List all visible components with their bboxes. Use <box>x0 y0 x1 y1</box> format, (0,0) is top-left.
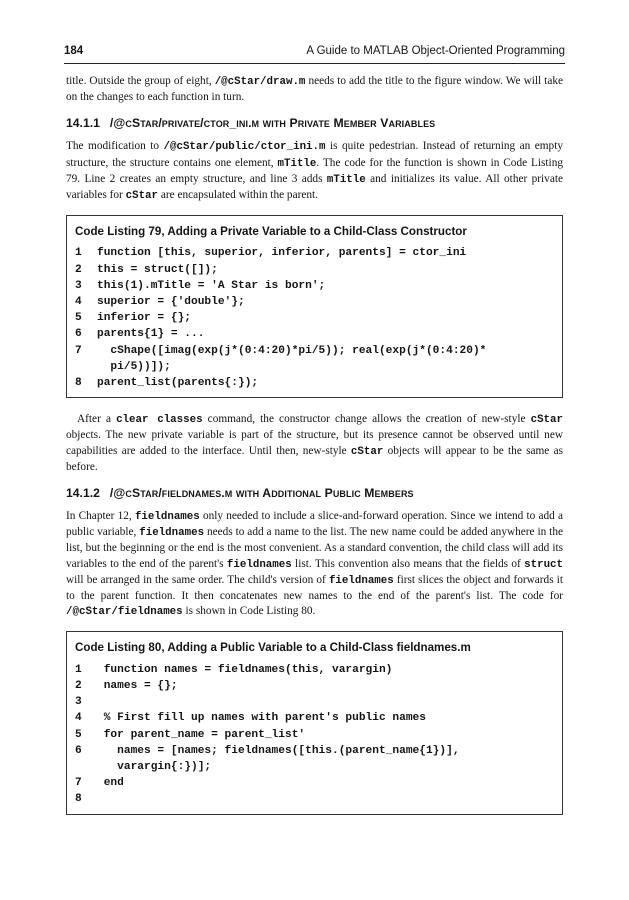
code-line: 8 <box>75 793 82 806</box>
code-line: 7 end <box>75 777 124 790</box>
section-heading-14-1-2: 14.1.2 /@cStar/fieldnames.m with Additional Public Members <box>66 486 414 501</box>
paragraph-fieldnames: In Chapter 12, fieldnames only needed to include a slice-and-forward operation. Since we intend to add a public variable, fieldnames needs to add a name to the list. The new name could be added anywhere in the list, but the beginning or the end is the most convenient. As a standard convention, the child class will add its variables to the end of the parent's fieldnames list. This convention also means that the fields of struct will be arranged in the same order. The child's version of fieldnames first slices the object and forwards it to the parent function. It then concatenates new names to the end of the parent's list. The code for /@cStar/fieldnames is shown in Code Listing 80. <box>66 510 564 619</box>
code-line: 2 names = {}; <box>75 679 178 692</box>
code-line: 8 parent_list(parents{:}); <box>75 377 259 390</box>
code-line: 6 names = [names; fieldnames([this.(parent_name{1})], <box>75 744 460 757</box>
code-line: 1 function [this, superior, inferior, parents] = ctor_ini <box>75 247 467 260</box>
inline-code: cStar <box>530 414 563 427</box>
inline-code: cStar <box>125 190 159 203</box>
inline-code: clear classes <box>116 414 203 427</box>
inline-code: fieldnames <box>226 558 292 571</box>
code-line: 4 % First fill up names with parent's public names <box>75 712 426 725</box>
inline-code: fieldnames <box>328 574 394 587</box>
page-number: 184 <box>64 45 84 57</box>
inline-code: mTitle <box>277 157 317 170</box>
code-line: 5 inferior = {}; <box>75 312 191 325</box>
code-line: 4 superior = {'double'}; <box>75 296 245 309</box>
code-line: 7 cShape([imag(exp(j*(0:4:20)*pi/5)); real(exp(j*(0:4:20)* <box>75 344 487 357</box>
inline-code: /@cStar/fieldnames <box>66 606 183 619</box>
inline-code: cStar <box>350 445 384 458</box>
section-heading-14-1-1: 14.1.1 /@cStar/private/ctor_ini.m with Private Member Variables <box>66 116 436 131</box>
paragraph-clear-classes: After a clear classes command, the constructor change allows the creation of new-style cStar objects. The new private variable is part of the structure, but its presence cannot be observed until new capabilities are added to the interface. Until then, new-style cStar objects will appear to be the same as before. <box>66 413 563 473</box>
paragraph-ctor-ini: The modification to /@cStar/public/ctor_ini.m is quite pedestrian. Instead of returning an empty structure, the structure contains one element, mTitle. The code for the function is shown in Code Listing 79. Line 2 creates an empty structure, and line 3 adds mTitle and initializes its value. All other private variables for cStar are encapsulated within the parent. <box>66 140 563 203</box>
code-line: 5 for parent_name = parent_list' <box>75 728 306 741</box>
inline-code: struct <box>524 558 564 571</box>
code-line: 6 parents{1} = ... <box>75 328 205 341</box>
listing-caption: Code Listing 80, Adding a Public Variable to a Child-Class fieldnames.m <box>75 641 471 655</box>
listing-caption: Code Listing 79, Adding a Private Variable to a Child-Class Constructor <box>75 225 467 239</box>
code-line: 2 this = struct([]); <box>75 263 218 276</box>
inline-code: fieldnames <box>134 511 200 524</box>
code-listing-80 <box>66 631 563 814</box>
code-listing-79 <box>66 215 563 398</box>
inline-code: /@cStar/draw.m <box>214 76 306 88</box>
code-line: 3 this(1).mTitle = 'A Star is born'; <box>75 279 326 292</box>
running-title: A Guide to MATLAB Object-Oriented Programming <box>306 45 565 57</box>
code-line: 3 <box>75 696 82 709</box>
code-line-continuation: pi/5))]); <box>97 360 171 373</box>
code-line-continuation: varargin{:})]; <box>97 760 212 773</box>
inline-code: fieldnames <box>139 527 205 540</box>
page-header <box>64 45 565 61</box>
page-body <box>66 74 563 829</box>
intro-paragraph: title. Outside the group of eight, /@cStar/draw.m needs to add the title to the figure window. We will take on the changes to each function in turn. <box>66 75 563 104</box>
code-line: 1 function names = fieldnames(this, varargin) <box>75 663 393 676</box>
inline-code: mTitle <box>326 173 366 186</box>
inline-code: /@cStar/public/ctor_ini.m <box>163 141 326 154</box>
header-rule <box>64 63 565 64</box>
page-bottom-crop <box>0 870 629 900</box>
